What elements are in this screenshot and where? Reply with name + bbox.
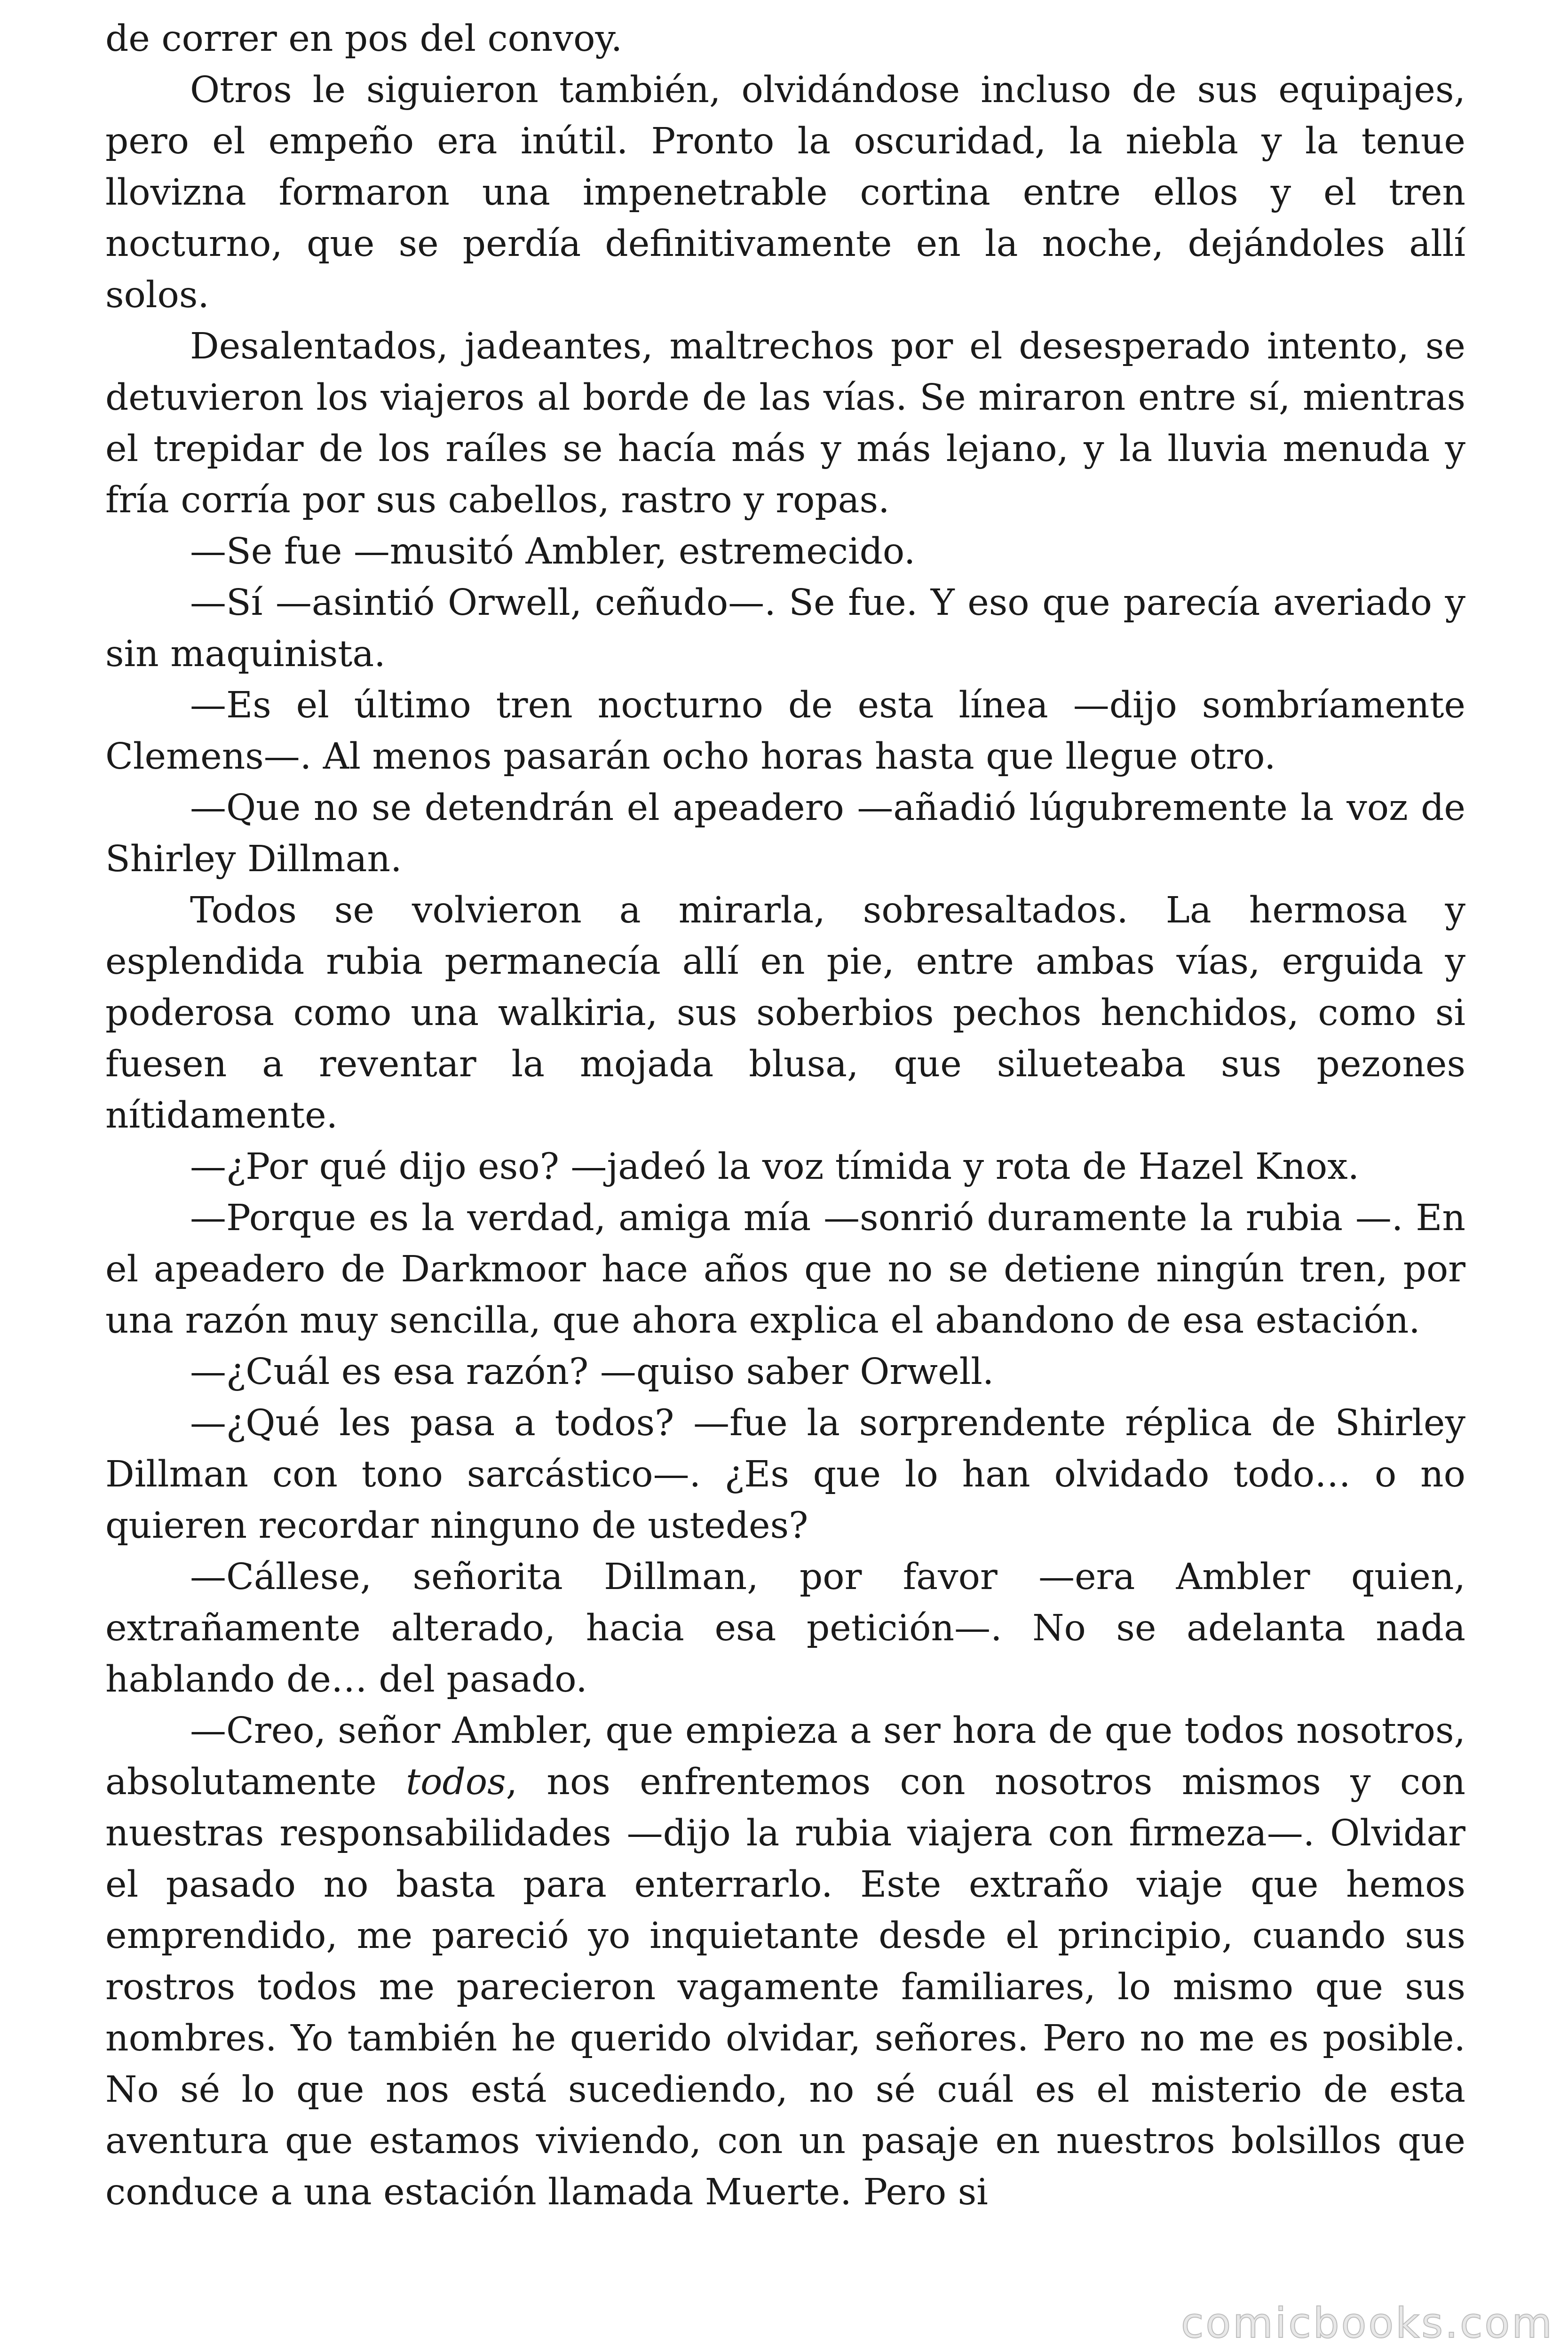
paragraph-10: —¿Cuál es esa razón? —quiso saber Orwell. (190, 1351, 994, 1393)
paragraph-13-lead: —Creo, señor Ambler, que empieza a ser hora de que todos nosotros, absolutamente (105, 1710, 1465, 1803)
paragraph-12: —Cállese, señorita Dillman, por favor —era Ambler quien, extrañamente alterado, hacia esa petición—. No se adelanta nada hablando de… del pasado. (105, 1556, 1465, 1700)
paragraph-13 (105, 1705, 1465, 2218)
paragraph-7: Todos se volvieron a mirarla, sobresaltados. La hermosa y esplendida rubia permanecía allí en pie, entre ambas vías, erguida y poderosa como una walkiria, sus soberbios pechos henchidos, como si fuesen a reventar la mojada blusa, que silueteaba sus pezones nítidamente. (105, 890, 1465, 1136)
paragraph-11: —¿Qué les pasa a todos? —fue la sorprendente réplica de Shirley Dillman con tono sarcástico—. ¿Es que lo han olvidado todo… o no quieren recordar ninguno de ustedes? (105, 1402, 1465, 1547)
paragraph-4: —Sí —asintió Orwell, ceñudo—. Se fue. Y eso que parecía averiado y sin maquinista. (105, 582, 1465, 675)
paragraph-5: —Es el último tren nocturno de esta línea —dijo sombríamente Clemens—. Al menos pasarán ocho horas hasta que llegue otro. (105, 684, 1465, 778)
paragraph-3: —Se fue —musitó Ambler, estremecido. (190, 531, 916, 572)
paragraph-9: —Porque es la verdad, amiga mía —sonrió duramente la rubia —. En el apeadero de Darkmoor hace años que no se detiene ningún tren, por una razón muy sencilla, que ahora explica el abandono de esa estación. (105, 1197, 1465, 1342)
paragraph-2: Desalentados, jadeantes, maltrechos por el desesperado intento, se detuvieron los viajeros al borde de las vías. Se miraron entre sí, mientras el trepidar de los raíles se hacía más y más lejano, y la lluvia menuda y fría corría por sus cabellos, rastro y ropas. (105, 326, 1465, 521)
page-body (105, 13, 1465, 2218)
paragraph-8: —¿Por qué dijo eso? —jadeó la voz tímida y rota de Hazel Knox. (190, 1146, 1360, 1188)
paragraph-0: de correr en pos del convoy. (105, 18, 623, 60)
paragraph-6: —Que no se detendrán el apeadero —añadió lúgubremente la voz de Shirley Dillman. (105, 787, 1465, 880)
emphasis-todos: todos (406, 1761, 506, 1803)
watermark: comicbooks.com (1180, 2299, 1554, 2347)
paragraph-13-rest: , nos enfrentemos con nosotros mismos y con nuestras responsabilidades —dijo la rubia viajera con firmeza—. Olvidar el pasado no basta para enterrarlo. Este extraño viaje que hemos emprendido, me pareció yo inquietante desde el principio, cuando sus rostros todos me parecieron vagamente familiares, lo mismo que sus nombres. Yo también he querido olvidar, señores. Pero no me es posible. No sé lo que nos está sucediendo, no sé cuál es el misterio de esta aventura que estamos viviendo, con un pasaje en nuestros bolsillos que conduce a una estación llamada Muerte. Pero si (105, 1761, 1465, 2213)
paragraph-1: Otros le siguieron también, olvidándose incluso de sus equipajes, pero el empeño era inútil. Pronto la oscuridad, la niebla y la tenue llovizna formaron una impenetrable cortina entre ellos y el tren nocturno, que se perdía definitivamente en la noche, dejándoles allí solos. (105, 69, 1465, 316)
